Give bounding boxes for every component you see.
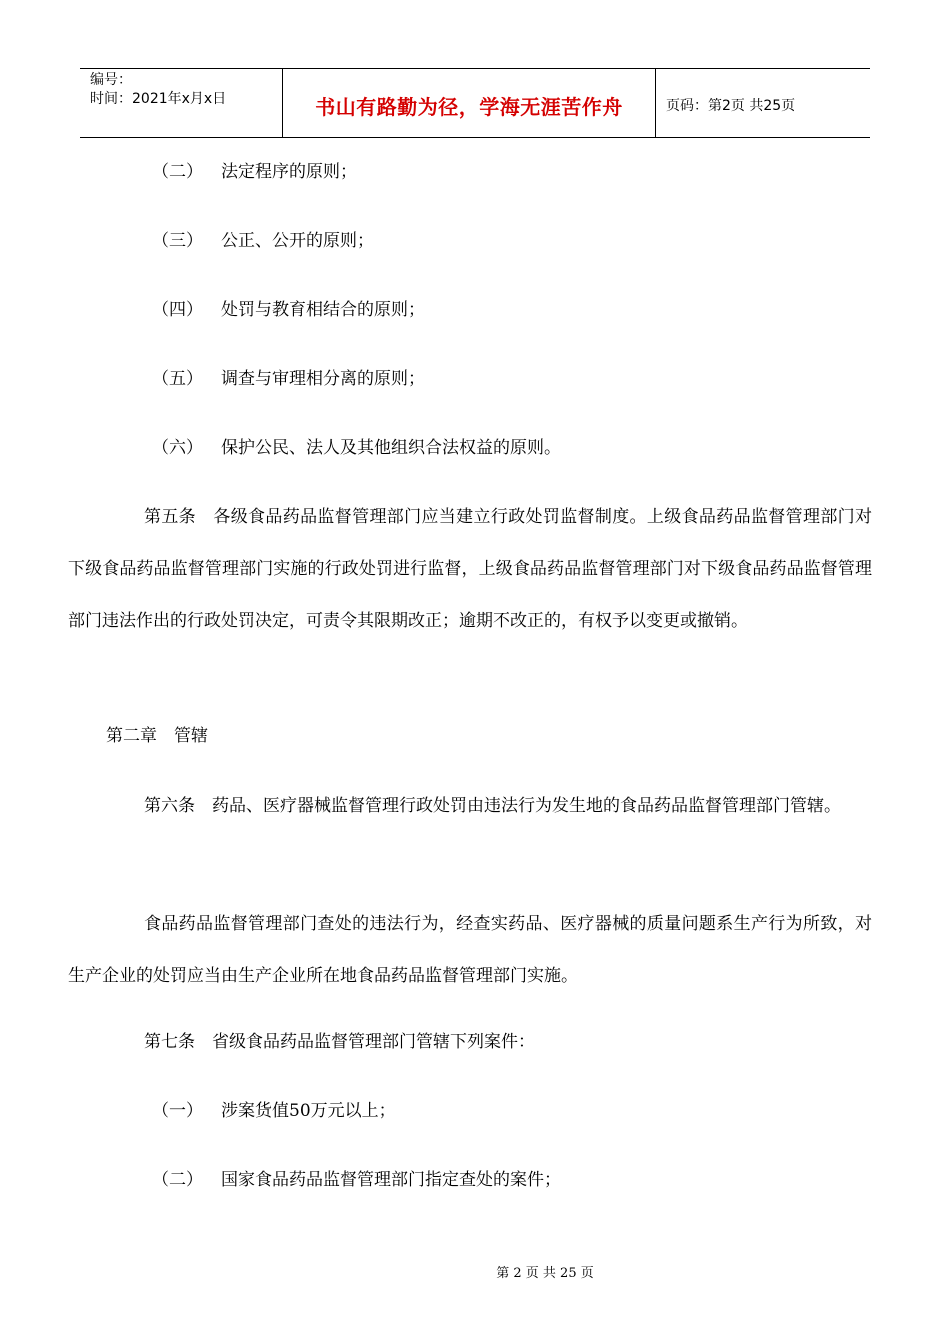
header-motto: 书山有路勤为径，学海无涯苦作舟 [315,95,623,119]
list-item-text: 保护公民、法人及其他组织合法权益的原则。 [221,438,561,458]
list-item-number: （二） [152,1170,203,1190]
article-6-second-paragraph: 食品药品监督管理部门查处的违法行为，经查实药品、医疗器械的质量问题系生产行为所致，对生产企业的处罚应当由生产企业所在地食品药品监督管理部门实施。 [68,914,872,986]
header-info-cell [80,69,283,137]
list-item-number: （一） [152,1101,203,1121]
list-item-number: （三） [152,231,203,251]
list-item-number: （四） [152,300,203,320]
list-item-text: 法定程序的原则； [221,162,357,182]
list-item-number: （二） [152,162,203,182]
list-item-number: （五） [152,369,203,389]
chapter-heading: 第二章 管辖 [106,726,208,746]
list-item-text: 调查与审理相分离的原则； [221,369,425,389]
header-page-info: 页码：第2页 共25页 [666,98,796,114]
page-footer: 第 2 页 共 25 页 [496,1266,594,1281]
list-item-text: 国家食品药品监督管理部门指定查处的案件； [221,1170,561,1190]
list-item-text: 公正、公开的原则； [221,231,374,251]
article-5-paragraph: 第五条 各级食品药品监督管理部门应当建立行政处罚监督制度。上级食品药品监督管理部门对下级食品药品监督管理部门实施的行政处罚进行监督，上级食品药品监督管理部门对下级食品药品监督管理部门违法作出的行政处罚决定，可责令其限期改正；逾期不改正的，有权予以变更或撤销。 [68,507,872,631]
list-item-number: （六） [152,438,203,458]
header-page-cell [656,69,870,137]
page-header [80,68,870,138]
document-date: 时间：2021年x月x日 [90,91,227,107]
header-motto-cell [283,69,656,137]
article-6-paragraph: 第六条 药品、医疗器械监督管理行政处罚由违法行为发生地的食品药品监督管理部门管辖。 [144,796,841,816]
list-item-text: 处罚与教育相结合的原则； [221,300,425,320]
article-7-paragraph: 第七条 省级食品药品监督管理部门管辖下列案件： [144,1032,535,1052]
list-item-text: 涉案货值50万元以上； [221,1101,396,1121]
document-number-label: 编号： [90,72,132,88]
